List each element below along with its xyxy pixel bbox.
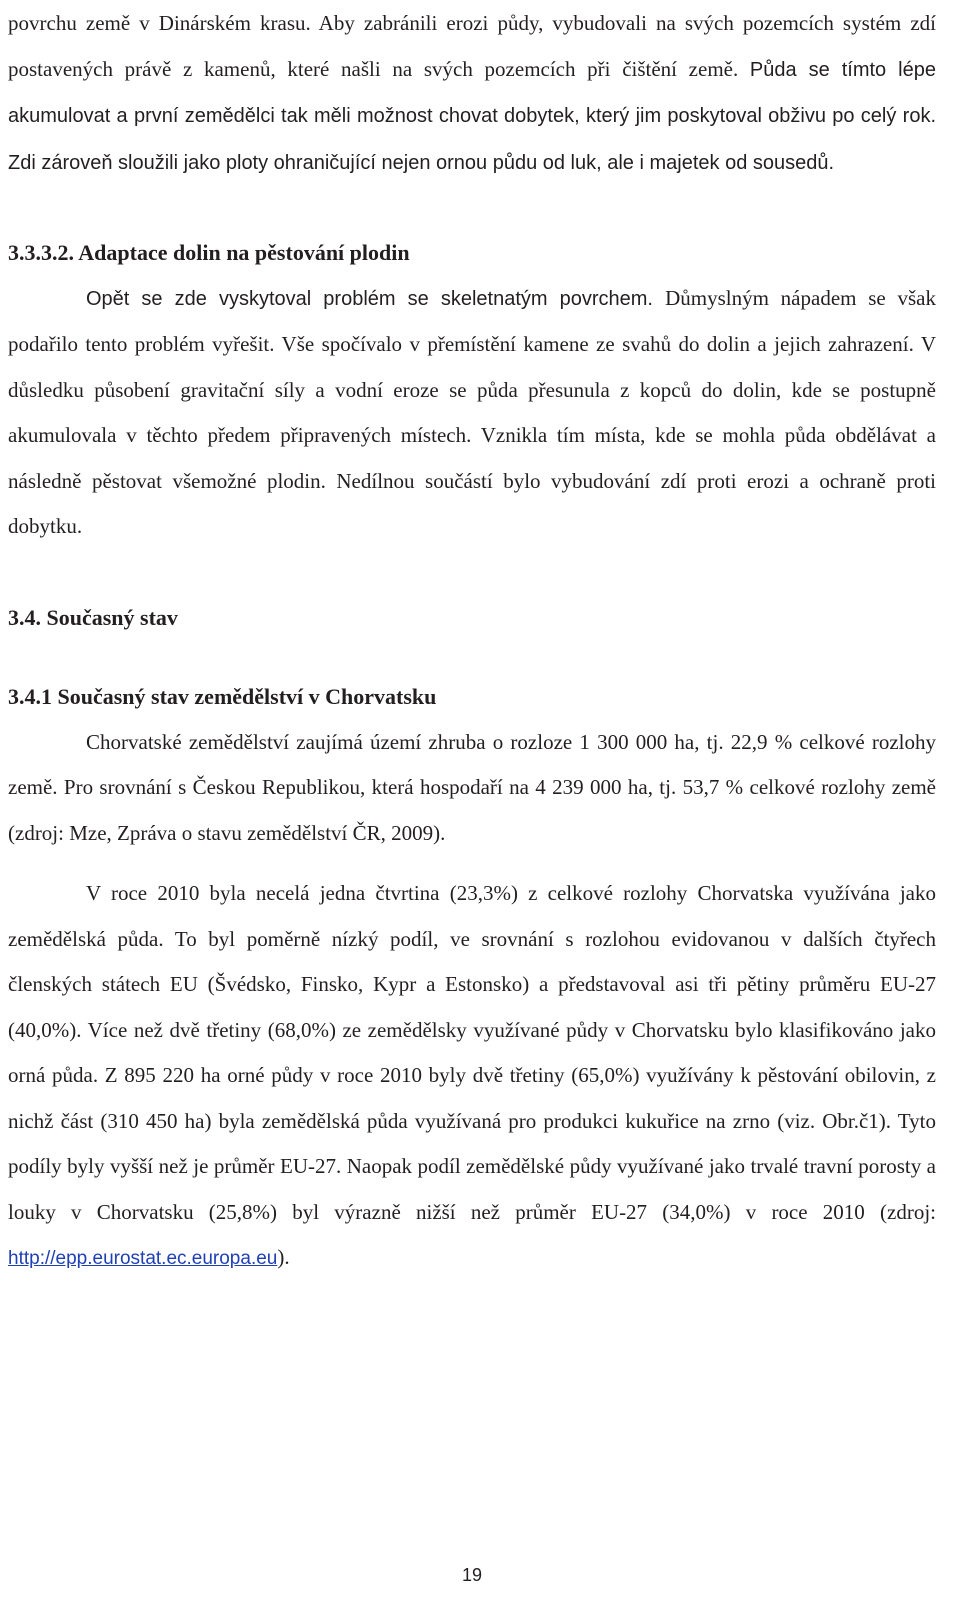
section-3-3-3-2-text-1: Opět se zde vyskytoval problém se skeletnatým povrchem. (86, 287, 666, 310)
section-3-4-1-paragraph-2-closing: ). (277, 1245, 290, 1269)
section-heading-3-4: 3.4. Současný stav (8, 604, 178, 630)
eurostat-link[interactable]: http://epp.eurostat.ec.europa.eu (8, 1248, 278, 1269)
section-heading-3-4-1: 3.4.1 Současný stav zemědělství v Chorvatsku (8, 684, 437, 709)
intro-paragraph (8, 1, 936, 186)
section-3-3-3-2-text-2: Důmyslným nápadem se však podařilo tento problém vyřešit. Vše spočívalo v přemístění kamene ze svahů do dolin a jejich zahrazení. V důsledku působení gravitační síly a vodní eroze se půda přesunula z kopců do dolin, kde se postupně akumulovala v těchto předem připravených místech. Vznikla tím místa, kde se mohla půda obdělávat a následně pěstovat všemožné plodin. Nedílnou součástí bylo vybudování zdí proti erozi a ochraně proti dobytku. (8, 285, 937, 538)
section-heading-3-3-3-2: 3.3.3.2. Adaptace dolin na pěstování plodin (8, 240, 410, 265)
page-number: 19 (461, 1565, 483, 1585)
intro-paragraph-text-2: Půda se tímto lépe akumulovat a první zemědělci tak měli možnost chovat dobytek, který jim poskytoval obživu po celý rok. Zdi zároveň sloužili jako ploty ohraničující nejen ornou půdu od luk, ale i majetek od sousedů. (8, 58, 936, 174)
section-3-4-1-paragraph-2 (8, 871, 936, 1282)
section-3-4-1-paragraph-2-text: V roce 2010 byla necelá jedna čtvrtina (23,3%) z celkové rozlohy Chorvatska využívána jako zemědělská půda. To byl poměrně nízký podíl, ve srovnání s rozlohou evidovanou v dalších čtyřech členských státech EU (Švédsko, Finsko, Kypr a Estonsko) a představoval asi tři pětiny průměru EU-27 (40,0%). Více než dvě třetiny (68,0%) ze zemědělsky využívané půdy v Chorvatsku bylo klasifikováno jako orná půda. Z 895 220 ha orné půdy v roce 2010 byly dvě třetiny (65,0%) využívány k pěstování obilovin, z nichž část (310 450 ha) byla zemědělská půda využívaná pro produkci kukuřice na zrno (viz. Obr.č1). Tyto podíly byly vyšší než je průměr EU-27. Naopak podíl zemědělské půdy využívané jako trvalé travní porosty a louky v Chorvatsku (25,8%) byl výrazně nižší než průměr EU-27 (34,0%) v roce 2010 (zdroj: (8, 881, 936, 1224)
intro-paragraph-text-1: povrchu země v Dinárském krasu. Aby zabránili erozi půdy, vybudovali na svých pozemcích systém zdí postavených právě z kamenů, které našli na svých pozemcích při čištění země. (8, 11, 936, 81)
section-3-4-1-paragraph-1: Chorvatské zemědělství zaujímá území zhruba o rozloze 1 300 000 ha, tj. 22,9 % celkové rozlohy země. Pro srovnání s Českou Republikou, která hospodaří na 4 239 000 ha, tj. 53,7 % celkové rozlohy země (zdroj: Mze, Zpráva o stavu zemědělství ČR, 2009). (8, 729, 936, 845)
document-page (8, 0, 936, 1282)
section-3-3-3-2-paragraph (8, 276, 936, 550)
